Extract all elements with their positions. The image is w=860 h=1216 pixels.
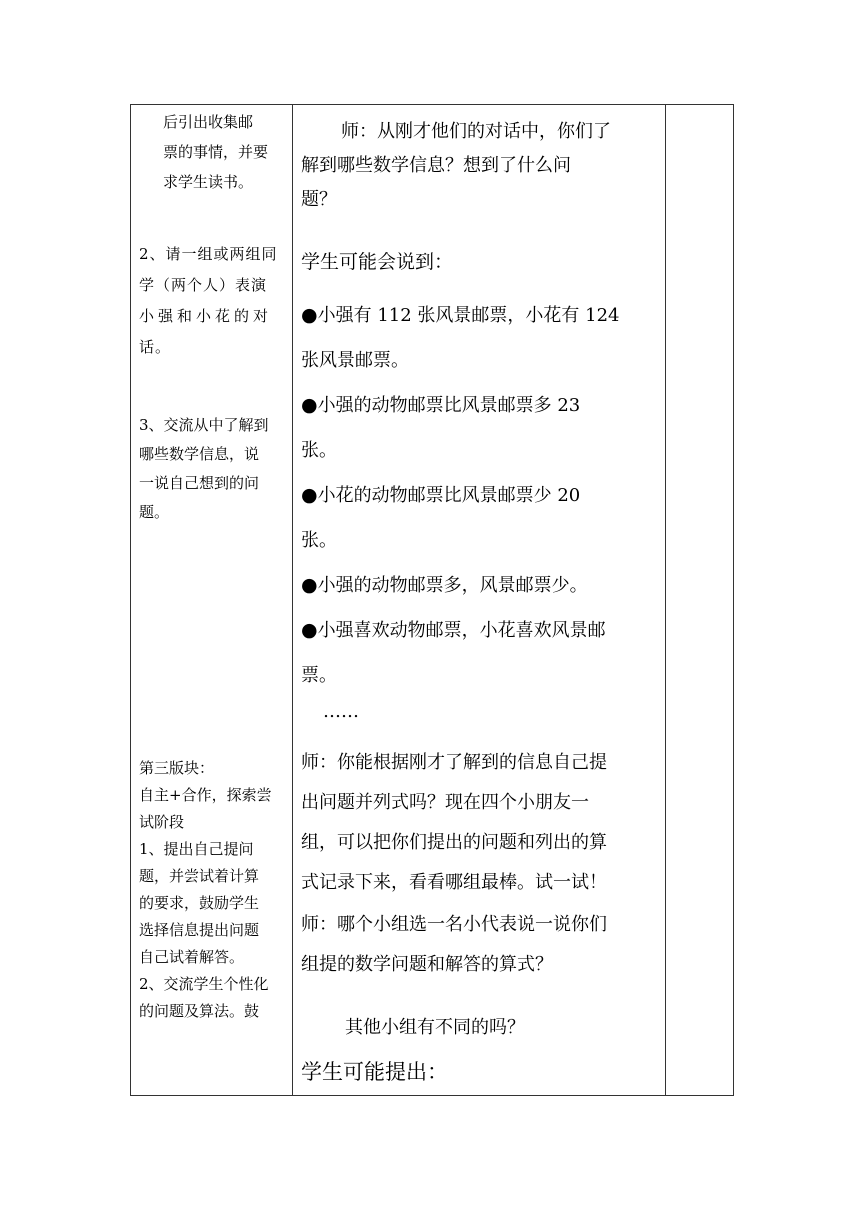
- text-line: 求学生读书。: [163, 173, 254, 191]
- text-line: 师：哪个小组选一名小代表说一说你们: [301, 914, 607, 935]
- bullet-text: 张风景邮票。: [301, 350, 409, 371]
- students-may-propose: 学生可能提出：: [301, 1060, 448, 1084]
- bullet-icon: ●: [301, 394, 318, 416]
- text-line: 3、交流从中了解到: [139, 416, 269, 434]
- text-line: 解到哪些数学信息？想到了什么问: [301, 155, 571, 176]
- text-line: 组提的数学问题和解答的算式？: [301, 954, 553, 975]
- bullet-item: [301, 608, 659, 653]
- text-line: 一说自己想到的问: [139, 474, 260, 492]
- bullet-icon: ●: [301, 619, 318, 641]
- bullet-text: 小强的动物邮票多，风景邮票少。: [317, 575, 588, 596]
- activity-block-1: [163, 107, 287, 197]
- text-line: 式记录下来，看看哪组最棒。试一试！: [301, 872, 607, 893]
- text-line: 题？: [301, 189, 337, 210]
- text-line: 2、请一组或两组同: [139, 245, 278, 263]
- bullet-text: 张。: [301, 440, 337, 461]
- text-line: 票的事情，并要: [163, 143, 269, 161]
- text-line: 题。: [139, 503, 170, 521]
- text-line: 组，可以把你们提出的问题和列出的算: [301, 832, 607, 853]
- section-subtitle: 试阶段: [139, 813, 185, 831]
- text-line: 师：你能根据刚才了解到的信息自己提: [301, 752, 607, 773]
- bullet-icon: ●: [301, 484, 318, 506]
- teacher-question-1: [301, 115, 659, 217]
- bullet-item: [301, 293, 659, 338]
- bullet-text: 小强的动物邮票比风景邮票多 23: [317, 395, 581, 416]
- activity-item-3: [139, 411, 285, 527]
- teaching-process-column: [293, 105, 665, 1095]
- students-may-say: 学生可能会说到：: [301, 251, 454, 273]
- text-line: 的要求，鼓励学生: [139, 894, 260, 912]
- lesson-table: [130, 104, 734, 1096]
- teacher-question-3: [301, 905, 659, 985]
- bullet-item: [301, 473, 659, 518]
- bullet-text: 小花的动物邮票比风景邮票少 20: [317, 485, 581, 506]
- bullet-list: [301, 293, 659, 698]
- teacher-question-2: [301, 743, 659, 903]
- text-line: 2、交流学生个性化: [139, 975, 269, 993]
- text-line: 哪些数学信息，说: [139, 445, 260, 463]
- text-line: 的问题及算法。鼓: [139, 1002, 260, 1020]
- text-line: 1、提出自己提问: [139, 840, 254, 858]
- bullet-item: [301, 563, 659, 608]
- bullet-icon: ●: [301, 574, 318, 596]
- other-groups-prompt: 其他小组有不同的吗？: [345, 1017, 525, 1038]
- bullet-text: 小强喜欢动物邮票，小花喜欢风景邮: [317, 620, 606, 641]
- text-line: 后引出收集邮: [163, 113, 254, 131]
- bullet-item: [301, 383, 659, 428]
- text-line: 小强和小花的对: [139, 307, 273, 325]
- text-line: 学（两个人）表演: [139, 276, 268, 294]
- text-line: 选择信息提出问题: [139, 921, 260, 939]
- notes-column: [666, 105, 733, 1095]
- bullet-text: 小强有 112 张风景邮票，小花有 124: [317, 305, 620, 326]
- activity-item-2: [139, 239, 285, 363]
- text-line: 出问题并列式吗？现在四个小朋友一: [301, 792, 589, 813]
- text-line: 话。: [139, 338, 172, 356]
- bullet-text: 张。: [301, 530, 337, 551]
- text-line: 师：从刚才他们的对话中，你们了: [341, 121, 611, 142]
- ellipsis: ……: [323, 701, 359, 722]
- section-3: [139, 755, 285, 1025]
- section-subtitle: 自主+合作，探索尝: [139, 786, 272, 804]
- section-title: 第三版块：: [139, 759, 215, 777]
- activity-column: [131, 105, 292, 1095]
- text-line: 自己试着解答。: [139, 948, 245, 966]
- text-line: 题，并尝试着计算: [139, 867, 260, 885]
- bullet-text: 票。: [301, 665, 337, 686]
- bullet-icon: ●: [301, 304, 318, 326]
